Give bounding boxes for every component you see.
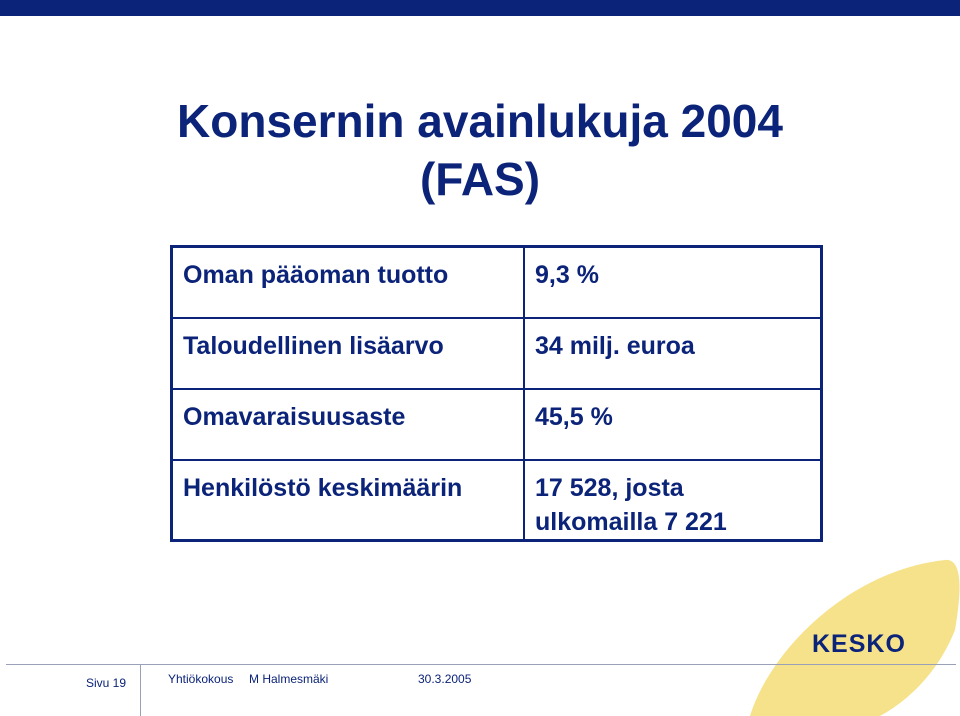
kpi-value-line: 17 528, josta bbox=[535, 473, 684, 502]
kpi-label: Taloudellinen lisäarvo bbox=[172, 318, 525, 389]
table-row bbox=[172, 460, 822, 541]
page-number: Sivu 19 bbox=[86, 676, 127, 690]
kpi-value bbox=[524, 460, 822, 541]
kesko-logo: KESKO bbox=[812, 630, 906, 658]
kpi-value-line: 45,5 % bbox=[535, 402, 613, 431]
kpi-value-line: 9,3 % bbox=[535, 261, 599, 289]
kpi-label: Omavaraisuusaste bbox=[172, 389, 525, 460]
kpi-table bbox=[170, 245, 823, 542]
table-row bbox=[172, 247, 822, 318]
kpi-value-line: 34 milj. euroa bbox=[535, 331, 695, 360]
kpi-value bbox=[524, 389, 822, 460]
kpi-value-line: ulkomailla 7 221 bbox=[535, 507, 727, 536]
table-row bbox=[172, 318, 822, 389]
title-line-2: (FAS) bbox=[419, 153, 541, 205]
footer-presenter: M Halmesmäki bbox=[249, 672, 329, 686]
kpi-value bbox=[524, 247, 822, 318]
table-row bbox=[172, 389, 822, 460]
kpi-label: Henkilöstö keskimäärin bbox=[172, 460, 525, 541]
footer-event: Yhtiökokous bbox=[168, 672, 234, 686]
footer-separator bbox=[140, 665, 141, 716]
kpi-value bbox=[524, 318, 822, 389]
top-bar bbox=[0, 0, 960, 16]
title-line-1: Konsernin avainlukuja 2004 bbox=[177, 95, 783, 147]
slide-title bbox=[0, 92, 960, 208]
brand-swoosh bbox=[730, 540, 960, 716]
kpi-label: Oman pääoman tuotto bbox=[172, 247, 525, 318]
footer-date: 30.3.2005 bbox=[418, 672, 472, 686]
footer-divider bbox=[6, 664, 956, 665]
